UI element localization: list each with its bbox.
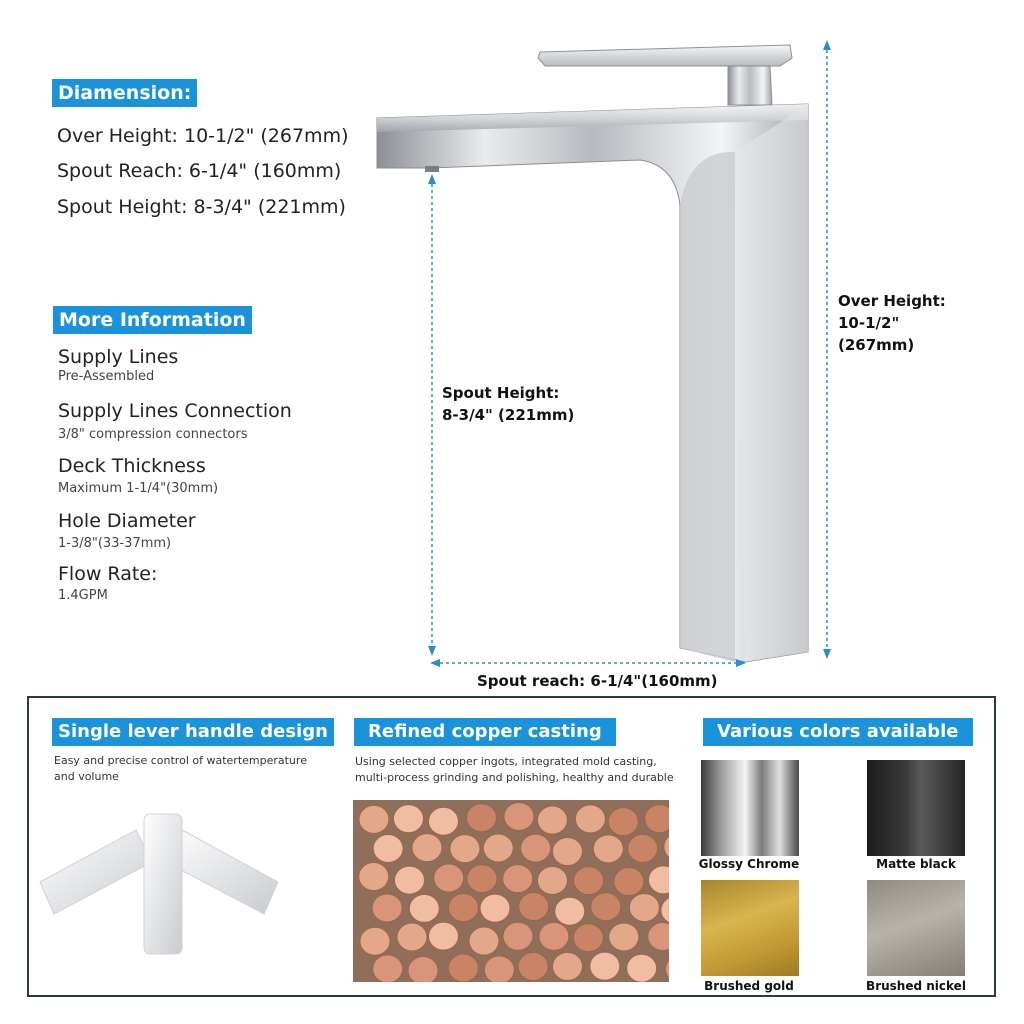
- copper-rod-end: [504, 802, 534, 830]
- copper-rod-end: [434, 864, 464, 892]
- info-title-deck-thickness: Deck Thickness: [58, 455, 206, 477]
- copper-rod-end: [537, 806, 567, 834]
- copper-rod-end: [590, 952, 620, 980]
- callout-over-height: [838, 290, 946, 356]
- copper-rod-end: [397, 923, 427, 951]
- copper-rod-end: [360, 927, 390, 955]
- copper-rod-end: [373, 955, 403, 982]
- feature-copper-desc-line1: Using selected copper ingots, integrated mold casting,: [355, 755, 657, 768]
- info-title-supply-connection: Supply Lines Connection: [58, 400, 292, 422]
- feature-copper-desc-line2: multi-process grinding and polishing, healthy and durable: [355, 771, 674, 784]
- copper-rod-end: [614, 868, 644, 896]
- copper-rod-end: [469, 927, 499, 955]
- feature-handle-desc-line2: and volume: [54, 770, 119, 783]
- callout-over-height-inches: 10-1/2": [838, 314, 900, 332]
- copper-rod-end: [555, 897, 585, 925]
- feature-handle-desc-line1: Easy and precise control of watertemperature: [54, 754, 307, 767]
- copper-rod-end: [359, 863, 389, 891]
- swatch-label-brushed-nickel: Brushed nickel: [866, 979, 966, 993]
- copper-rod-end: [629, 894, 659, 922]
- copper-rod-end: [467, 865, 497, 893]
- copper-rod-end: [521, 834, 551, 862]
- copper-rod-end: [450, 835, 480, 863]
- copper-rod-end: [575, 805, 605, 833]
- copper-rod-end: [573, 924, 603, 952]
- copper-rod-end: [448, 954, 478, 982]
- copper-rod-end: [428, 807, 458, 835]
- copper-rod-end: [593, 835, 623, 863]
- aerator: [425, 166, 439, 172]
- copper-rod-end: [628, 834, 658, 862]
- swatch-label-brushed-gold: Brushed gold: [704, 979, 794, 993]
- callout-spout-height: [442, 382, 574, 426]
- lever-positions-icon: [36, 810, 286, 960]
- swatch-glossy-chrome[interactable]: [701, 760, 799, 856]
- feature-colors-heading: Various colors available: [703, 718, 973, 746]
- lever-cartridge: [728, 66, 772, 105]
- more-info-heading: More Information: [53, 306, 252, 334]
- copper-rod-end: [503, 922, 533, 950]
- feature-copper-heading: Refined copper casting: [354, 718, 616, 746]
- copper-rod-end: [448, 894, 478, 922]
- copper-rod-end: [518, 952, 548, 980]
- copper-rod-end: [480, 894, 510, 922]
- copper-rod-end: [466, 804, 496, 832]
- dimension-spout-height: Spout Height: 8-3/4" (221mm): [57, 196, 346, 218]
- copper-rod-end: [412, 834, 442, 862]
- copper-rod-end: [537, 866, 567, 894]
- info-detail-hole-diameter: 1-3/8"(33-37mm): [58, 536, 172, 551]
- callout-spout-height-label: Spout Height:: [442, 384, 560, 402]
- copper-rod-end: [372, 894, 402, 922]
- copper-rod-end: [483, 834, 513, 862]
- swatch-brushed-nickel[interactable]: [867, 880, 965, 976]
- lever-handle: [538, 45, 792, 66]
- feature-copper-desc: [355, 754, 674, 786]
- copper-rod-end: [627, 954, 657, 982]
- copper-rod-end: [393, 805, 423, 833]
- callout-spout-height-value: 8-3/4" (221mm): [442, 406, 575, 424]
- swatch-label-matte-black: Matte black: [876, 857, 956, 871]
- info-title-hole-diameter: Hole Diameter: [58, 510, 196, 532]
- info-detail-flow-rate: 1.4GPM: [58, 588, 108, 603]
- info-detail-deck-thickness: Maximum 1-1/4"(30mm): [58, 481, 219, 496]
- dimension-spout-reach: Spout Reach: 6-1/4" (160mm): [57, 160, 342, 182]
- copper-rod-end: [645, 805, 669, 833]
- copper-rod-end: [574, 867, 604, 895]
- swatch-matte-black[interactable]: [867, 760, 965, 856]
- info-title-flow-rate: Flow Rate:: [58, 563, 158, 585]
- copper-rod-end: [484, 956, 514, 982]
- dimension-heading: Diamension:: [52, 79, 197, 107]
- callout-over-height-mm: (267mm): [838, 336, 915, 354]
- copper-ingots-image: [353, 800, 669, 982]
- copper-rod-end: [519, 893, 549, 921]
- info-detail-supply-lines: Pre-Assembled: [58, 369, 155, 384]
- swatch-label-glossy-chrome: Glossy Chrome: [698, 857, 800, 871]
- feature-handle-heading: Single lever handle design: [52, 718, 334, 746]
- info-title-supply-lines: Supply Lines: [58, 346, 179, 368]
- callout-over-height-label: Over Height:: [838, 292, 946, 310]
- copper-rod-end: [503, 865, 533, 893]
- copper-rod-end: [394, 866, 424, 894]
- copper-rod-end: [609, 923, 639, 951]
- dimension-over-height: Over Height: 10-1/2" (267mm): [57, 125, 349, 147]
- callout-spout-reach: Spout reach: 6-1/4"(160mm): [477, 672, 718, 690]
- swatch-brushed-gold[interactable]: [701, 880, 799, 976]
- copper-rod-end: [428, 922, 458, 950]
- copper-rod-end: [409, 894, 439, 922]
- copper-rod-end: [539, 922, 569, 950]
- copper-rod-end: [591, 893, 621, 921]
- copper-rod-end: [608, 808, 638, 836]
- info-detail-supply-connection: 3/8" compression connectors: [58, 427, 248, 442]
- copper-rod-end: [552, 952, 582, 980]
- feature-handle-desc: [54, 753, 307, 785]
- copper-rod-end: [552, 838, 582, 866]
- copper-rod-end: [359, 805, 389, 833]
- copper-rod-end: [373, 835, 403, 863]
- copper-rod-end: [408, 957, 438, 982]
